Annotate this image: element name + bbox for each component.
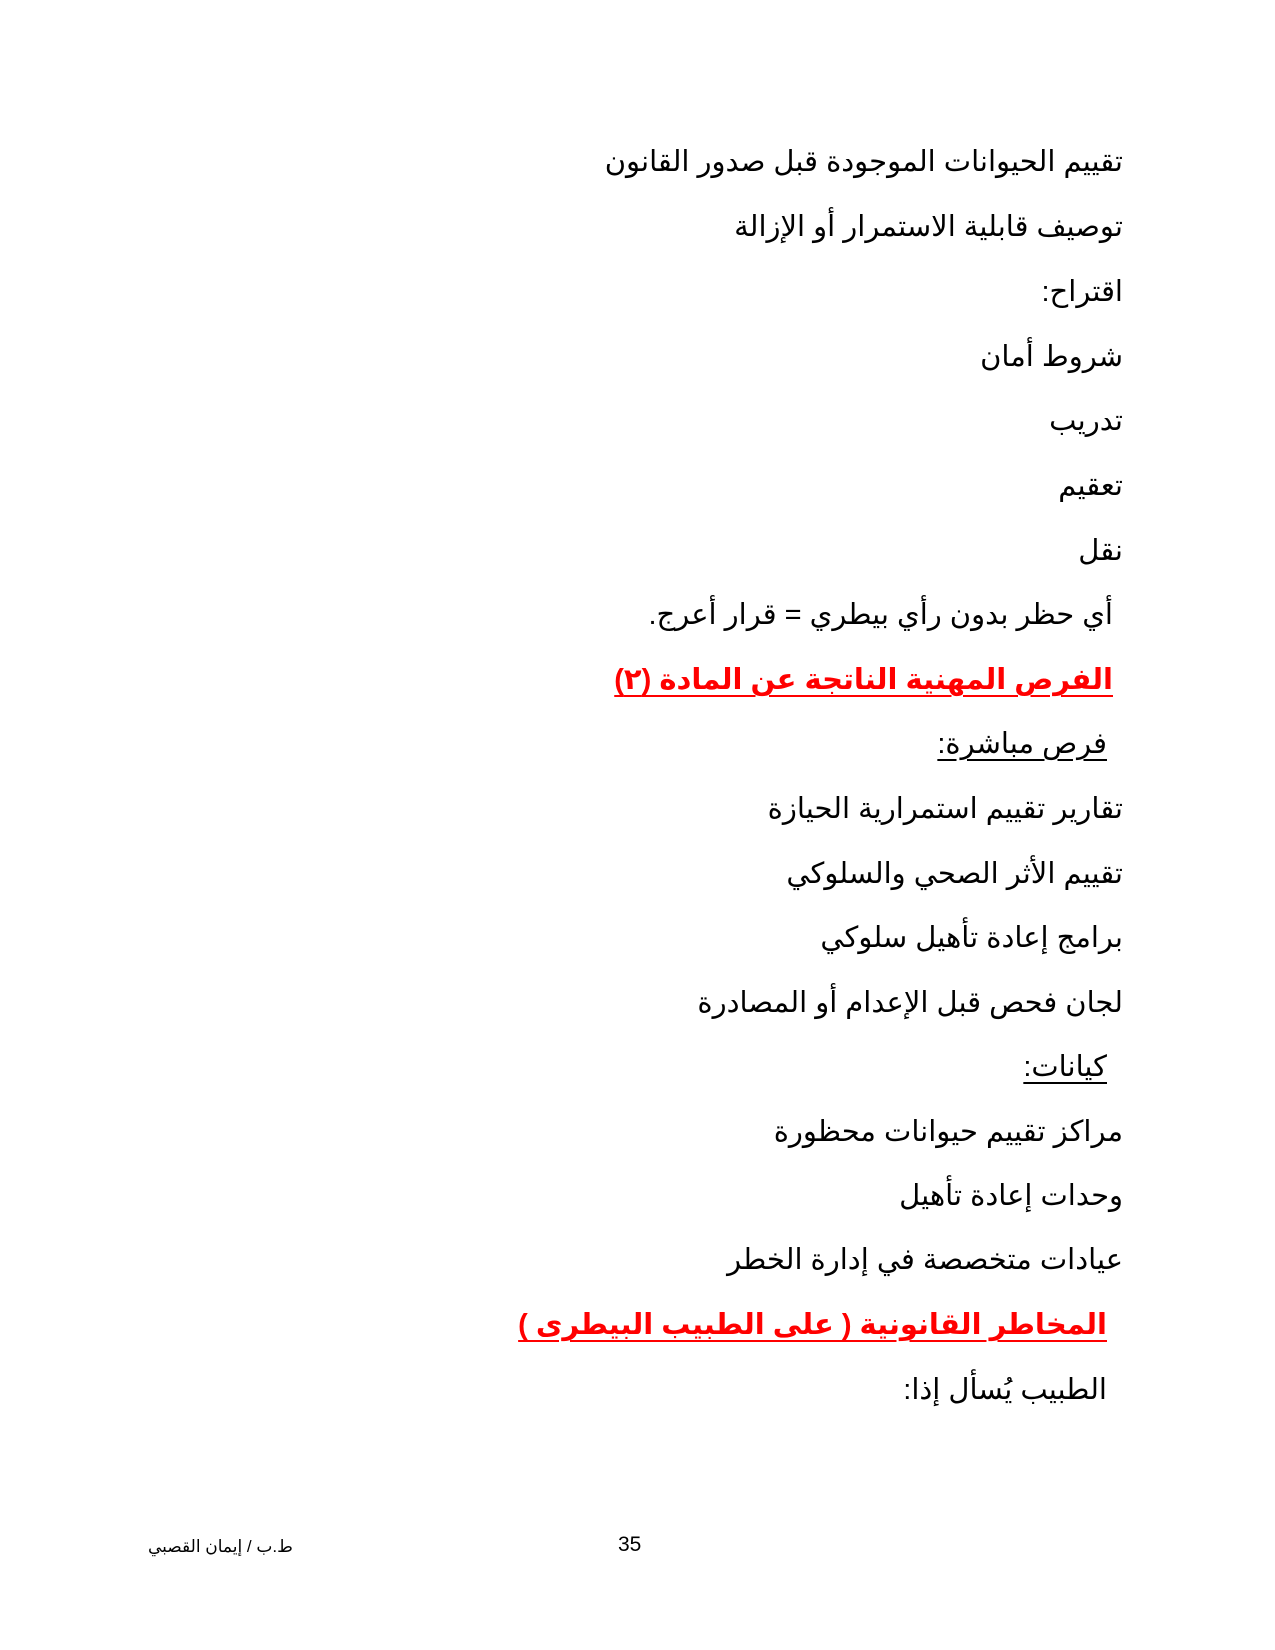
text-line: عيادات متخصصة في إدارة الخطر: [727, 1244, 1123, 1276]
section-heading: المخاطر القانونية ( على الطبيب البيطرى ): [518, 1309, 1107, 1341]
bullet-item: تعقيم: [1058, 470, 1123, 502]
text-line: برامج إعادة تأهيل سلوكي: [820, 922, 1123, 954]
text-line: مراكز تقييم حيوانات محظورة: [773, 1116, 1123, 1148]
text-line: توصيف قابلية الاستمرار أو الإزالة: [734, 211, 1123, 243]
text-line: تقارير تقييم استمرارية الحيازة: [767, 793, 1123, 825]
footer-author: ط.ب / إيمان القصبي: [148, 1537, 293, 1556]
text-line: وحدات إعادة تأهيل: [899, 1180, 1123, 1212]
section-heading: الفرص المهنية الناتجة عن المادة (٢): [614, 664, 1113, 696]
subheading: كيانات:: [1023, 1051, 1107, 1083]
bullet-item: نقل: [1078, 535, 1123, 567]
text-line: اقتراح:: [1041, 276, 1123, 308]
text-line: لجان فحص قبل الإعدام أو المصادرة: [697, 987, 1123, 1019]
bullet-item: تدريب: [1049, 405, 1123, 437]
text-line: تقييم الحيوانات الموجودة قبل صدور القانون: [604, 146, 1123, 178]
subheading: فرص مباشرة:: [937, 728, 1107, 760]
text-line: الطبيب يُسأل إذا:: [903, 1374, 1107, 1406]
text-line: أي حظر بدون رأي بيطري = قرار أعرج.: [648, 599, 1113, 631]
bullet-item: شروط أمان: [980, 341, 1123, 373]
text-line: تقييم الأثر الصحي والسلوكي: [786, 858, 1123, 890]
page-number: 35: [618, 1533, 642, 1556]
